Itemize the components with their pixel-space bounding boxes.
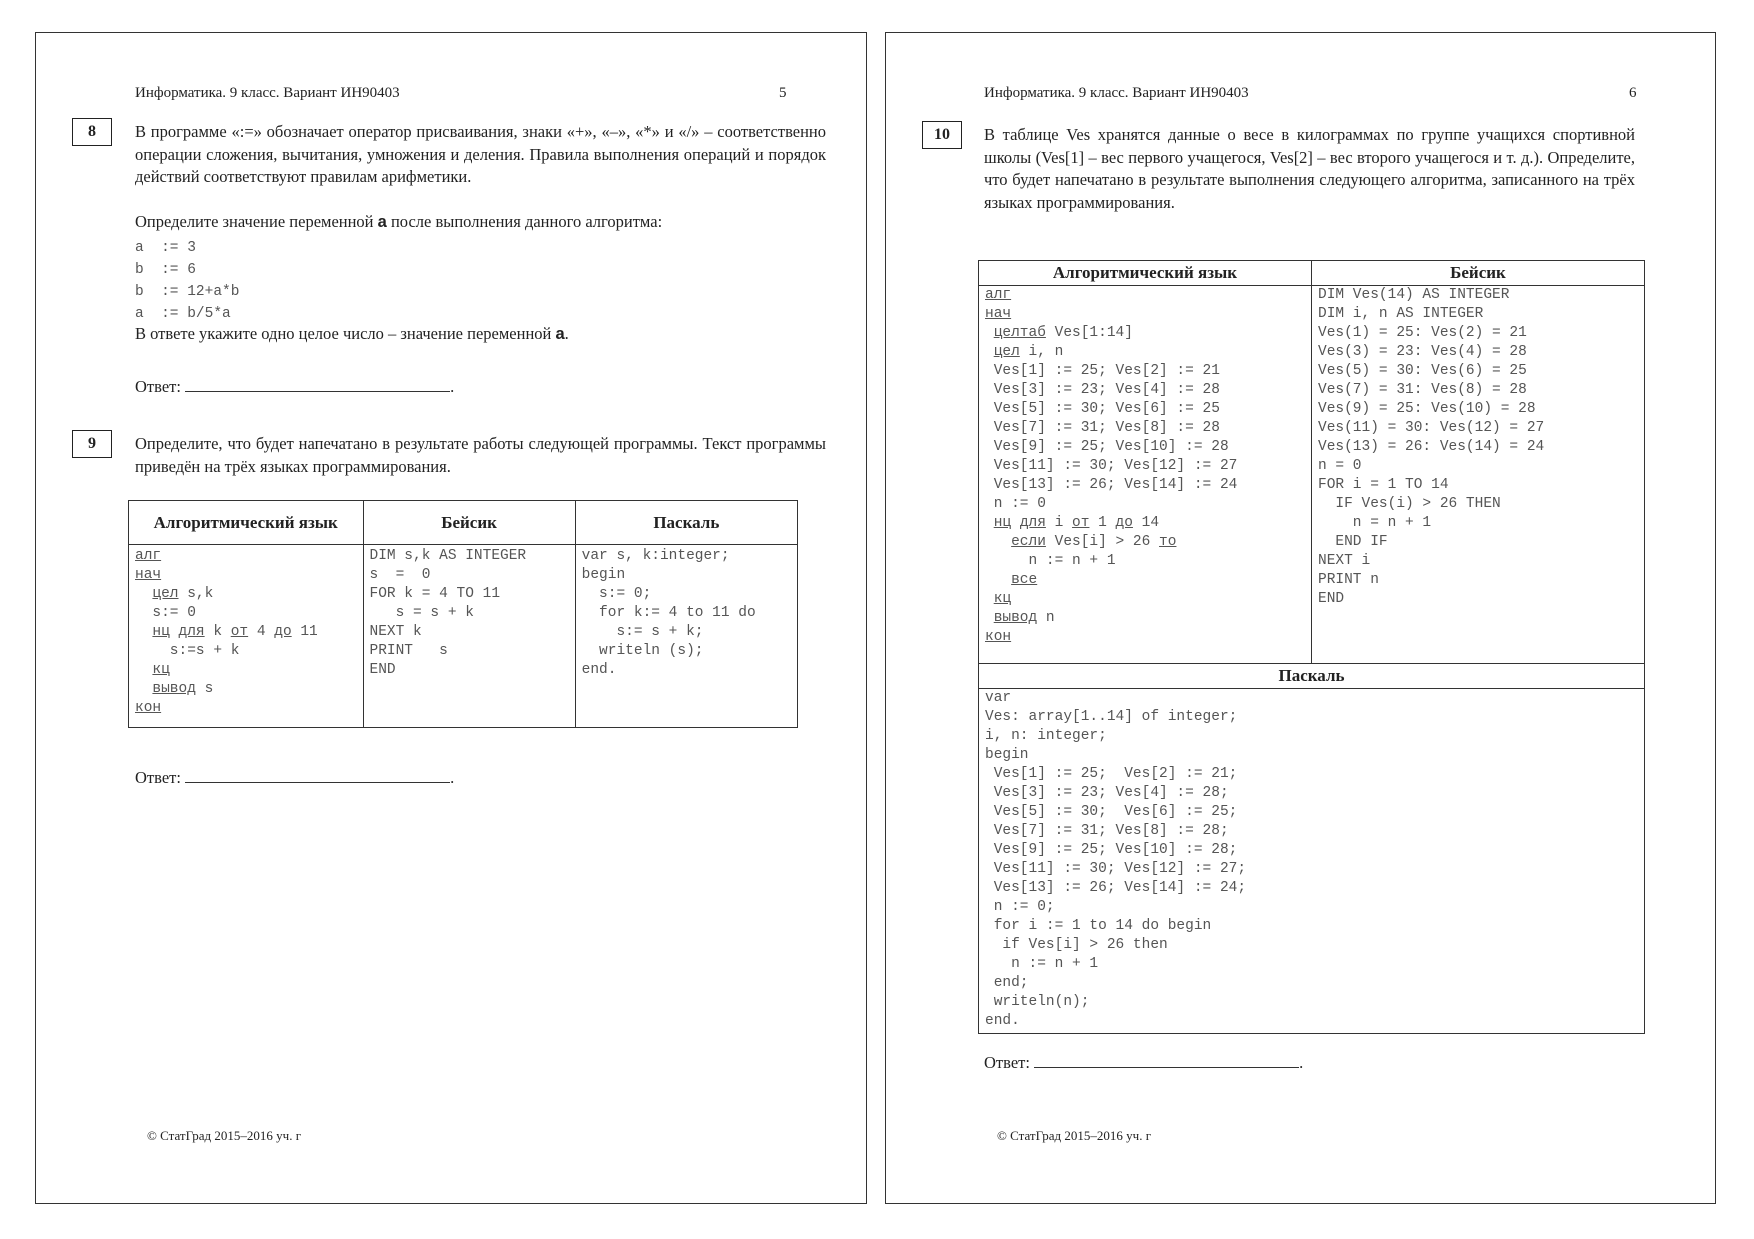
answer-instruction-period: . <box>564 324 569 343</box>
code-line: нач <box>135 567 162 583</box>
algo-code <box>129 545 364 728</box>
code-line: NEXT k <box>369 624 422 640</box>
page-header: Информатика. 9 класс. Вариант ИН90403 <box>984 85 1249 101</box>
basic-code <box>1312 286 1645 664</box>
column-header-pascal: Паскаль <box>575 501 797 545</box>
code-line: кон <box>135 700 162 716</box>
question-number-9: 9 <box>72 430 112 458</box>
answer-instruction-text: В ответе укажите одно целое число – значение переменной <box>135 324 552 343</box>
code-line: Ves(5) = 30: Ves(6) = 25 <box>1318 363 1527 379</box>
code-line: end. <box>985 1013 1020 1029</box>
question-8-text: В программе «:=» обозначает оператор присваивания, знаки «+», «–», «*» и «/» – соответственно операции сложения, вычитания, умножения и деления. Правила выполнения операций и порядок действий соответствуют правилам арифметики. <box>135 122 826 186</box>
code-line: var s, k:integer; <box>581 548 730 564</box>
code-line: Ves(13) = 26: Ves(14) = 24 <box>1318 439 1545 455</box>
code-line: Ves(7) = 31: Ves(8) = 28 <box>1318 382 1527 398</box>
code-line: FOR k = 4 TO 11 <box>369 586 501 602</box>
question-9-code-table <box>128 500 798 728</box>
code-line: b := 12+a*b <box>135 284 240 300</box>
code-line: целтаб Ves[1:14] <box>993 325 1133 341</box>
pascal-code <box>979 689 1645 1034</box>
code-line: n := 0; <box>985 899 1055 915</box>
code-line: s:=s + k <box>135 643 240 659</box>
variable-name: a <box>377 213 387 231</box>
code-line: если Ves[i] > 26 то <box>1011 534 1177 550</box>
code-line: Ves[13] := 26; Ves[14] := 24; <box>985 880 1247 896</box>
answer-label: Ответ: <box>984 1053 1030 1072</box>
column-header-pascal: Паскаль <box>979 664 1645 689</box>
answer-8: Ответ: . <box>135 377 455 396</box>
answer-label: Ответ: <box>135 768 181 787</box>
code-line: writeln (s); <box>581 643 704 659</box>
code-line: s = 0 <box>369 567 431 583</box>
code-line: вывод n <box>993 610 1055 626</box>
code-line: n := n + 1 <box>985 956 1099 972</box>
code-line: Ves[7] := 31; Ves[8] := 28; <box>985 823 1229 839</box>
question-number-8: 8 <box>72 118 112 146</box>
code-line: Ves: array[1..14] of integer; <box>985 709 1238 725</box>
code-line: кц <box>152 662 170 678</box>
code-line: Ves[3] := 23; Ves[4] := 28 <box>985 382 1220 398</box>
code-line: s = s + k <box>369 605 474 621</box>
answer-9: Ответ: . <box>135 768 455 787</box>
code-line: Ves[9] := 25; Ves[10] := 28 <box>985 439 1229 455</box>
code-line: if Ves[i] > 26 then <box>985 937 1168 953</box>
code-line: var <box>985 690 1012 706</box>
question-9-text: Определите, что будет напечатано в результате работы следующей программы. Текст программы приведён на трёх языках программирования. <box>135 434 826 476</box>
code-line: IF Ves(i) > 26 THEN <box>1318 496 1501 512</box>
answer-label: Ответ: <box>135 377 181 396</box>
code-line: PRINT s <box>369 643 448 659</box>
code-line: Ves[5] := 30; Ves[6] := 25 <box>985 401 1220 417</box>
pascal-code <box>575 545 797 728</box>
question-8-answer-instruction <box>135 323 826 346</box>
question-8-instruction <box>135 211 826 234</box>
answer-field[interactable] <box>185 768 450 783</box>
answer-field[interactable] <box>185 377 450 392</box>
page-footer: © СтатГрад 2015–2016 уч. г <box>997 1128 1152 1143</box>
code-line: s:= 0 <box>135 605 196 621</box>
code-line: кон <box>985 629 1012 645</box>
code-line: нач <box>985 306 1012 322</box>
code-line: алг <box>985 287 1012 303</box>
page-header: Информатика. 9 класс. Вариант ИН90403 <box>135 85 400 101</box>
code-line: DIM Ves(14) AS INTEGER <box>1318 287 1510 303</box>
code-line: Ves[13] := 26; Ves[14] := 24 <box>985 477 1238 493</box>
code-line: все <box>1011 572 1038 588</box>
algo-code <box>979 286 1312 664</box>
code-line: b := 6 <box>135 262 196 278</box>
code-line: end. <box>581 662 617 678</box>
code-line: FOR i = 1 TO 14 <box>1318 477 1449 493</box>
code-line: n = 0 <box>1318 458 1362 474</box>
code-line: Ves(9) = 25: Ves(10) = 28 <box>1318 401 1536 417</box>
column-header-basic: Бейсик <box>1312 261 1645 286</box>
code-line: Ves[3] := 23; Ves[4] := 28; <box>985 785 1229 801</box>
variable-name: a <box>555 325 565 343</box>
instruction-prefix: Определите значение переменной <box>135 212 374 231</box>
page-number: 6 <box>1629 85 1637 101</box>
code-line: for i := 1 to 14 do begin <box>985 918 1212 934</box>
question-10-text: В таблице Ves хранятся данные о весе в килограммах по группе учащихся спортивной школы (Ves[1] – вес первого учащегося, Ves[2] – вес второго учащегося и т. д.). Определите, что будет напечатано в результате выполнения следующего алгоритма, записанного на трёх языках программирования. <box>984 125 1635 212</box>
code-line: нц для i от 1 до 14 <box>993 515 1160 531</box>
code-line: Ves[7] := 31; Ves[8] := 28 <box>985 420 1220 436</box>
page-number: 5 <box>779 85 787 101</box>
code-line: Ves[11] := 30; Ves[12] := 27; <box>985 861 1247 877</box>
code-line: DIM i, n AS INTEGER <box>1318 306 1484 322</box>
code-line: begin <box>581 567 626 583</box>
code-line: кц <box>993 591 1012 607</box>
code-line: s:= s + k; <box>581 624 704 640</box>
answer-10: Ответ: . <box>984 1053 1304 1072</box>
code-line: Ves(3) = 23: Ves(4) = 28 <box>1318 344 1527 360</box>
code-line: PRINT n <box>1318 572 1379 588</box>
code-line: Ves[1] := 25; Ves[2] := 21 <box>985 363 1220 379</box>
page-5 <box>35 32 867 1204</box>
code-line: цел s,k <box>152 586 214 602</box>
code-line: n = n + 1 <box>1318 515 1432 531</box>
code-line: цел i, n <box>993 344 1064 360</box>
basic-code <box>363 545 575 728</box>
code-line: n := n + 1 <box>985 553 1116 569</box>
code-line: Ves(11) = 30: Ves(12) = 27 <box>1318 420 1545 436</box>
code-line: n := 0 <box>985 496 1046 512</box>
question-10-code-table <box>978 260 1645 1034</box>
page-6 <box>885 32 1716 1204</box>
column-header-basic: Бейсик <box>363 501 575 545</box>
answer-field[interactable] <box>1034 1053 1299 1068</box>
column-header-algo: Алгоритмический язык <box>129 501 364 545</box>
code-line: a := 3 <box>135 240 196 256</box>
question-8-code <box>135 237 239 325</box>
code-line: END IF <box>1318 534 1388 550</box>
code-line: end; <box>985 975 1029 991</box>
code-line: for k:= 4 to 11 do <box>581 605 756 621</box>
page-footer: © СтатГрад 2015–2016 уч. г <box>147 1128 302 1143</box>
code-line: begin <box>985 747 1029 763</box>
code-line: Ves[1] := 25; Ves[2] := 21; <box>985 766 1238 782</box>
code-line: алг <box>135 548 162 564</box>
code-line: a := b/5*a <box>135 306 231 322</box>
instruction-suffix: после выполнения данного алгоритма: <box>390 212 663 231</box>
code-line: Ves(1) = 25: Ves(2) = 21 <box>1318 325 1527 341</box>
code-line: NEXT i <box>1318 553 1371 569</box>
column-header-algo: Алгоритмический язык <box>979 261 1312 286</box>
code-line: Ves[9] := 25; Ves[10] := 28; <box>985 842 1238 858</box>
code-line: s:= 0; <box>581 586 652 602</box>
code-line: i, n: integer; <box>985 728 1107 744</box>
code-line: writeln(n); <box>985 994 1090 1010</box>
code-line: нц для k от 4 до 11 <box>152 624 318 640</box>
code-line: END <box>1318 591 1345 607</box>
code-line: Ves[11] := 30; Ves[12] := 27 <box>985 458 1238 474</box>
code-line: Ves[5] := 30; Ves[6] := 25; <box>985 804 1238 820</box>
code-line: DIM s,k AS INTEGER <box>369 548 527 564</box>
code-line: END <box>369 662 396 678</box>
question-number-10: 10 <box>922 121 962 149</box>
code-line: вывод s <box>152 681 214 697</box>
